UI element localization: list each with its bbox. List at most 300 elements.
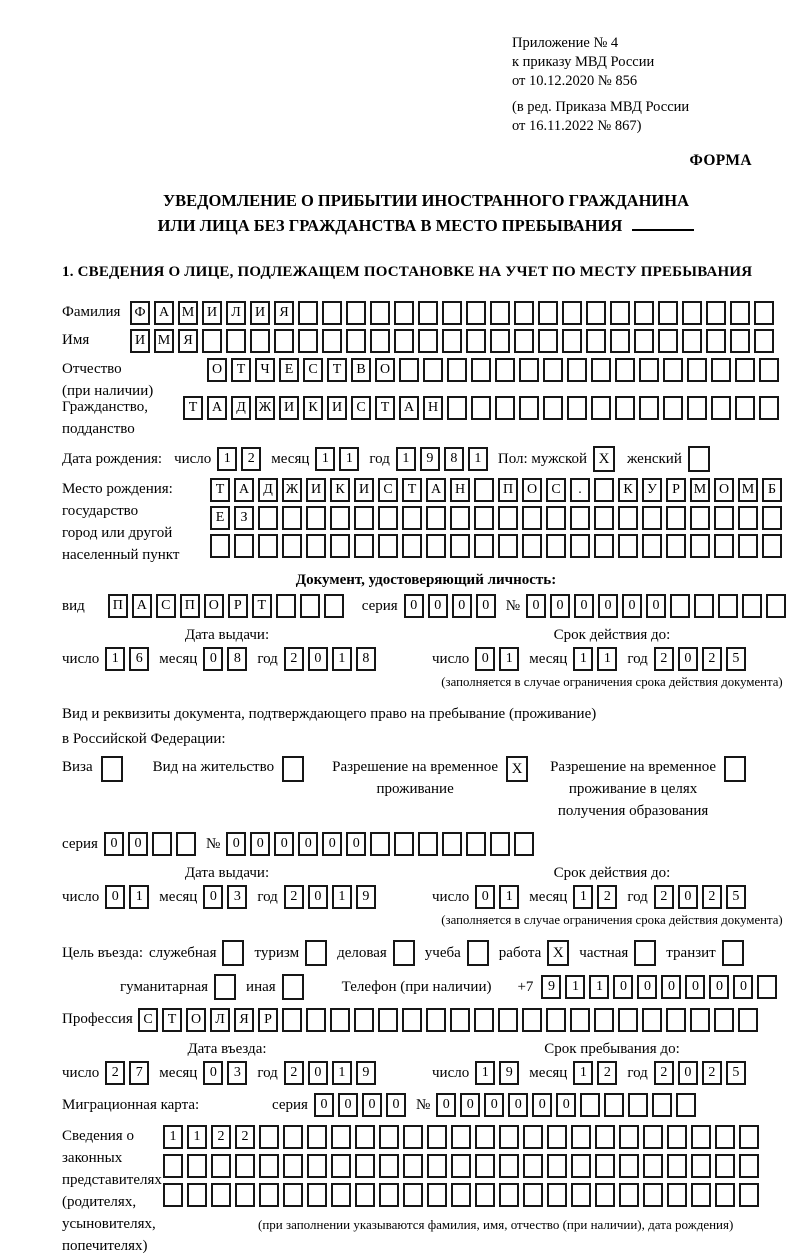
char-cell[interactable]: С: [303, 358, 323, 382]
char-cell[interactable]: [450, 534, 470, 558]
char-cell[interactable]: [670, 594, 690, 618]
sex-female-checkbox[interactable]: [688, 446, 710, 472]
char-cell[interactable]: [307, 1154, 327, 1178]
char-cell[interactable]: [690, 1008, 710, 1032]
char-cell[interactable]: [762, 506, 782, 530]
expiry-day-cells[interactable]: [475, 647, 523, 671]
char-cell[interactable]: [682, 301, 702, 325]
char-cell[interactable]: [402, 534, 422, 558]
char-cell[interactable]: 0: [622, 594, 642, 618]
char-cell[interactable]: Ч: [255, 358, 275, 382]
issue-month-cells[interactable]: [203, 647, 251, 671]
char-cell[interactable]: [642, 506, 662, 530]
char-cell[interactable]: 0: [308, 885, 328, 909]
char-cell[interactable]: [570, 1008, 590, 1032]
char-cell[interactable]: [690, 506, 710, 530]
char-cell[interactable]: [474, 506, 494, 530]
char-cell[interactable]: [499, 1183, 519, 1207]
char-cell[interactable]: [522, 506, 542, 530]
char-cell[interactable]: 1: [105, 647, 125, 671]
birth-place-row-2[interactable]: [210, 506, 786, 530]
char-cell[interactable]: [687, 358, 707, 382]
birth-place-row-1[interactable]: [210, 478, 786, 502]
char-cell[interactable]: [447, 396, 467, 420]
char-cell[interactable]: 1: [339, 447, 359, 471]
char-cell[interactable]: 5: [726, 647, 746, 671]
patronymic-cells[interactable]: [207, 358, 783, 382]
char-cell[interactable]: [759, 396, 779, 420]
char-cell[interactable]: 1: [589, 975, 609, 999]
char-cell[interactable]: [594, 534, 614, 558]
char-cell[interactable]: [610, 301, 630, 325]
char-cell[interactable]: [399, 358, 419, 382]
char-cell[interactable]: [546, 506, 566, 530]
char-cell[interactable]: [322, 329, 342, 353]
migration-number-cells[interactable]: [436, 1093, 700, 1117]
char-cell[interactable]: С: [546, 478, 566, 502]
char-cell[interactable]: 0: [322, 832, 342, 856]
char-cell[interactable]: [547, 1154, 567, 1178]
char-cell[interactable]: 0: [105, 885, 125, 909]
char-cell[interactable]: 0: [508, 1093, 528, 1117]
char-cell[interactable]: [426, 506, 446, 530]
char-cell[interactable]: 0: [685, 975, 705, 999]
char-cell[interactable]: 0: [298, 832, 318, 856]
char-cell[interactable]: [163, 1183, 183, 1207]
char-cell[interactable]: [642, 1008, 662, 1032]
char-cell[interactable]: [742, 594, 762, 618]
char-cell[interactable]: [538, 329, 558, 353]
char-cell[interactable]: [523, 1183, 543, 1207]
char-cell[interactable]: О: [522, 478, 542, 502]
char-cell[interactable]: [762, 534, 782, 558]
char-cell[interactable]: 1: [129, 885, 149, 909]
char-cell[interactable]: 0: [526, 594, 546, 618]
doc-series-cells[interactable]: [404, 594, 500, 618]
char-cell[interactable]: 0: [613, 975, 633, 999]
char-cell[interactable]: [187, 1154, 207, 1178]
char-cell[interactable]: [522, 534, 542, 558]
char-cell[interactable]: [735, 358, 755, 382]
char-cell[interactable]: [306, 506, 326, 530]
purpose-study-checkbox[interactable]: [467, 940, 489, 966]
char-cell[interactable]: [595, 1154, 615, 1178]
char-cell[interactable]: [628, 1093, 648, 1117]
char-cell[interactable]: [498, 506, 518, 530]
char-cell[interactable]: [687, 396, 707, 420]
char-cell[interactable]: 0: [308, 1061, 328, 1085]
char-cell[interactable]: [475, 1125, 495, 1149]
char-cell[interactable]: Т: [375, 396, 395, 420]
char-cell[interactable]: Т: [231, 358, 251, 382]
char-cell[interactable]: А: [399, 396, 419, 420]
purpose-private-checkbox[interactable]: [634, 940, 656, 966]
stay-day-cells[interactable]: [475, 1061, 523, 1085]
char-cell[interactable]: А: [132, 594, 152, 618]
char-cell[interactable]: [447, 358, 467, 382]
char-cell[interactable]: О: [204, 594, 224, 618]
char-cell[interactable]: [667, 1125, 687, 1149]
char-cell[interactable]: [234, 534, 254, 558]
char-cell[interactable]: 1: [163, 1125, 183, 1149]
char-cell[interactable]: [282, 1008, 302, 1032]
char-cell[interactable]: Ж: [255, 396, 275, 420]
char-cell[interactable]: [355, 1154, 375, 1178]
char-cell[interactable]: Т: [402, 478, 422, 502]
char-cell[interactable]: М: [738, 478, 758, 502]
char-cell[interactable]: Я: [274, 301, 294, 325]
char-cell[interactable]: [466, 832, 486, 856]
char-cell[interactable]: С: [378, 478, 398, 502]
char-cell[interactable]: Т: [252, 594, 272, 618]
char-cell[interactable]: [715, 1154, 735, 1178]
phone-cells[interactable]: [541, 975, 781, 999]
char-cell[interactable]: [331, 1125, 351, 1149]
char-cell[interactable]: 2: [702, 885, 722, 909]
char-cell[interactable]: 0: [386, 1093, 406, 1117]
char-cell[interactable]: [306, 1008, 326, 1032]
char-cell[interactable]: [354, 534, 374, 558]
char-cell[interactable]: О: [207, 358, 227, 382]
char-cell[interactable]: 0: [226, 832, 246, 856]
char-cell[interactable]: [394, 329, 414, 353]
char-cell[interactable]: К: [618, 478, 638, 502]
char-cell[interactable]: [259, 1154, 279, 1178]
char-cell[interactable]: [355, 1183, 375, 1207]
char-cell[interactable]: 2: [211, 1125, 231, 1149]
representatives-row-3[interactable]: [163, 1183, 763, 1207]
char-cell[interactable]: Ж: [282, 478, 302, 502]
char-cell[interactable]: 1: [315, 447, 335, 471]
res-issue-year-cells[interactable]: [284, 885, 380, 909]
char-cell[interactable]: [466, 329, 486, 353]
expiry-month-cells[interactable]: [573, 647, 621, 671]
char-cell[interactable]: [658, 301, 678, 325]
char-cell[interactable]: [490, 301, 510, 325]
doc-kind-cells[interactable]: [108, 594, 348, 618]
char-cell[interactable]: 0: [362, 1093, 382, 1117]
char-cell[interactable]: У: [642, 478, 662, 502]
char-cell[interactable]: [450, 1008, 470, 1032]
char-cell[interactable]: С: [351, 396, 371, 420]
char-cell[interactable]: [418, 832, 438, 856]
issue-year-cells[interactable]: [284, 647, 380, 671]
char-cell[interactable]: Р: [228, 594, 248, 618]
char-cell[interactable]: 0: [678, 1061, 698, 1085]
char-cell[interactable]: [402, 506, 422, 530]
char-cell[interactable]: [322, 301, 342, 325]
res-expiry-year-cells[interactable]: [654, 885, 750, 909]
char-cell[interactable]: [766, 594, 786, 618]
char-cell[interactable]: [615, 358, 635, 382]
char-cell[interactable]: 2: [702, 647, 722, 671]
char-cell[interactable]: [474, 1008, 494, 1032]
char-cell[interactable]: [307, 1183, 327, 1207]
char-cell[interactable]: [307, 1125, 327, 1149]
char-cell[interactable]: 9: [356, 885, 376, 909]
char-cell[interactable]: [663, 396, 683, 420]
char-cell[interactable]: [427, 1183, 447, 1207]
char-cell[interactable]: [667, 1154, 687, 1178]
char-cell[interactable]: [514, 329, 534, 353]
char-cell[interactable]: П: [180, 594, 200, 618]
char-cell[interactable]: [202, 329, 222, 353]
char-cell[interactable]: 3: [227, 885, 247, 909]
char-cell[interactable]: 2: [654, 885, 674, 909]
citizenship-cells[interactable]: [183, 396, 783, 420]
temp-residence-education-checkbox[interactable]: [724, 756, 746, 782]
char-cell[interactable]: [451, 1183, 471, 1207]
visa-checkbox[interactable]: [101, 756, 123, 782]
char-cell[interactable]: Р: [666, 478, 686, 502]
residence-permit-checkbox[interactable]: [282, 756, 304, 782]
char-cell[interactable]: [451, 1125, 471, 1149]
char-cell[interactable]: [738, 506, 758, 530]
char-cell[interactable]: И: [250, 301, 270, 325]
char-cell[interactable]: [495, 358, 515, 382]
char-cell[interactable]: 0: [550, 594, 570, 618]
char-cell[interactable]: [378, 506, 398, 530]
char-cell[interactable]: [499, 1125, 519, 1149]
purpose-tourism-checkbox[interactable]: [305, 940, 327, 966]
representatives-row-1[interactable]: [163, 1125, 763, 1149]
char-cell[interactable]: [514, 301, 534, 325]
char-cell[interactable]: 0: [203, 885, 223, 909]
char-cell[interactable]: [682, 329, 702, 353]
char-cell[interactable]: 0: [308, 647, 328, 671]
char-cell[interactable]: 0: [104, 832, 124, 856]
char-cell[interactable]: [615, 396, 635, 420]
char-cell[interactable]: 0: [476, 594, 496, 618]
char-cell[interactable]: [354, 506, 374, 530]
char-cell[interactable]: 0: [574, 594, 594, 618]
char-cell[interactable]: [735, 396, 755, 420]
surname-cells[interactable]: [130, 301, 778, 325]
char-cell[interactable]: 0: [346, 832, 366, 856]
char-cell[interactable]: [298, 301, 318, 325]
char-cell[interactable]: Н: [423, 396, 443, 420]
char-cell[interactable]: Я: [178, 329, 198, 353]
char-cell[interactable]: [706, 329, 726, 353]
char-cell[interactable]: [570, 506, 590, 530]
char-cell[interactable]: 0: [338, 1093, 358, 1117]
char-cell[interactable]: [394, 301, 414, 325]
char-cell[interactable]: [418, 301, 438, 325]
char-cell[interactable]: О: [375, 358, 395, 382]
char-cell[interactable]: [235, 1154, 255, 1178]
char-cell[interactable]: 2: [241, 447, 261, 471]
char-cell[interactable]: [754, 329, 774, 353]
char-cell[interactable]: Б: [762, 478, 782, 502]
char-cell[interactable]: К: [303, 396, 323, 420]
char-cell[interactable]: [594, 506, 614, 530]
char-cell[interactable]: [259, 1125, 279, 1149]
char-cell[interactable]: 9: [541, 975, 561, 999]
char-cell[interactable]: 0: [598, 594, 618, 618]
char-cell[interactable]: 2: [284, 885, 304, 909]
char-cell[interactable]: Д: [258, 478, 278, 502]
char-cell[interactable]: 2: [702, 1061, 722, 1085]
char-cell[interactable]: И: [202, 301, 222, 325]
char-cell[interactable]: 8: [227, 647, 247, 671]
char-cell[interactable]: П: [498, 478, 518, 502]
char-cell[interactable]: 1: [468, 447, 488, 471]
char-cell[interactable]: [423, 358, 443, 382]
char-cell[interactable]: И: [279, 396, 299, 420]
char-cell[interactable]: 1: [573, 885, 593, 909]
char-cell[interactable]: [547, 1183, 567, 1207]
char-cell[interactable]: Т: [327, 358, 347, 382]
char-cell[interactable]: [235, 1183, 255, 1207]
char-cell[interactable]: 1: [332, 647, 352, 671]
char-cell[interactable]: [676, 1093, 696, 1117]
char-cell[interactable]: 0: [646, 594, 666, 618]
char-cell[interactable]: [330, 506, 350, 530]
char-cell[interactable]: 0: [452, 594, 472, 618]
char-cell[interactable]: 0: [475, 647, 495, 671]
purpose-official-checkbox[interactable]: [222, 940, 244, 966]
char-cell[interactable]: [330, 1008, 350, 1032]
char-cell[interactable]: [442, 329, 462, 353]
char-cell[interactable]: .: [570, 478, 590, 502]
char-cell[interactable]: 0: [250, 832, 270, 856]
char-cell[interactable]: [594, 478, 614, 502]
char-cell[interactable]: 5: [726, 1061, 746, 1085]
char-cell[interactable]: [642, 534, 662, 558]
char-cell[interactable]: [282, 534, 302, 558]
char-cell[interactable]: [562, 301, 582, 325]
char-cell[interactable]: [378, 534, 398, 558]
birth-day-cells[interactable]: [217, 447, 265, 471]
char-cell[interactable]: О: [714, 478, 734, 502]
char-cell[interactable]: 1: [573, 1061, 593, 1085]
char-cell[interactable]: В: [351, 358, 371, 382]
char-cell[interactable]: [346, 329, 366, 353]
char-cell[interactable]: З: [234, 506, 254, 530]
char-cell[interactable]: [163, 1154, 183, 1178]
char-cell[interactable]: М: [154, 329, 174, 353]
char-cell[interactable]: [370, 301, 390, 325]
res-expiry-day-cells[interactable]: [475, 885, 523, 909]
sex-male-checkbox[interactable]: X: [593, 446, 615, 472]
char-cell[interactable]: [490, 832, 510, 856]
char-cell[interactable]: 1: [332, 1061, 352, 1085]
char-cell[interactable]: [754, 301, 774, 325]
char-cell[interactable]: [474, 478, 494, 502]
char-cell[interactable]: Р: [258, 1008, 278, 1032]
char-cell[interactable]: [618, 1008, 638, 1032]
char-cell[interactable]: [586, 301, 606, 325]
char-cell[interactable]: [495, 396, 515, 420]
char-cell[interactable]: [403, 1154, 423, 1178]
char-cell[interactable]: Л: [226, 301, 246, 325]
char-cell[interactable]: 1: [499, 647, 519, 671]
char-cell[interactable]: А: [234, 478, 254, 502]
char-cell[interactable]: 1: [217, 447, 237, 471]
char-cell[interactable]: [571, 1125, 591, 1149]
char-cell[interactable]: 1: [396, 447, 416, 471]
char-cell[interactable]: М: [690, 478, 710, 502]
char-cell[interactable]: [187, 1183, 207, 1207]
char-cell[interactable]: [324, 594, 344, 618]
char-cell[interactable]: 7: [129, 1061, 149, 1085]
char-cell[interactable]: 1: [332, 885, 352, 909]
char-cell[interactable]: [591, 358, 611, 382]
char-cell[interactable]: [259, 1183, 279, 1207]
char-cell[interactable]: [739, 1183, 759, 1207]
char-cell[interactable]: И: [354, 478, 374, 502]
birth-month-cells[interactable]: [315, 447, 363, 471]
char-cell[interactable]: [355, 1125, 375, 1149]
char-cell[interactable]: [570, 534, 590, 558]
migration-series-cells[interactable]: [314, 1093, 410, 1117]
entry-month-cells[interactable]: [203, 1061, 251, 1085]
char-cell[interactable]: Я: [234, 1008, 254, 1032]
char-cell[interactable]: [738, 1008, 758, 1032]
char-cell[interactable]: [580, 1093, 600, 1117]
char-cell[interactable]: [711, 358, 731, 382]
char-cell[interactable]: [619, 1154, 639, 1178]
char-cell[interactable]: [594, 1008, 614, 1032]
char-cell[interactable]: [546, 1008, 566, 1032]
char-cell[interactable]: 0: [637, 975, 657, 999]
char-cell[interactable]: [643, 1154, 663, 1178]
representatives-row-2[interactable]: [163, 1154, 763, 1178]
purpose-work-checkbox[interactable]: X: [547, 940, 569, 966]
char-cell[interactable]: [403, 1125, 423, 1149]
char-cell[interactable]: [711, 396, 731, 420]
char-cell[interactable]: И: [130, 329, 150, 353]
char-cell[interactable]: [427, 1125, 447, 1149]
char-cell[interactable]: [211, 1183, 231, 1207]
char-cell[interactable]: [523, 1125, 543, 1149]
char-cell[interactable]: [499, 1154, 519, 1178]
purpose-business-checkbox[interactable]: [393, 940, 415, 966]
char-cell[interactable]: 6: [129, 647, 149, 671]
char-cell[interactable]: [466, 301, 486, 325]
char-cell[interactable]: 0: [475, 885, 495, 909]
char-cell[interactable]: А: [207, 396, 227, 420]
doc-number-cells[interactable]: [526, 594, 790, 618]
char-cell[interactable]: [474, 534, 494, 558]
char-cell[interactable]: [652, 1093, 672, 1117]
char-cell[interactable]: [402, 1008, 422, 1032]
purpose-transit-checkbox[interactable]: [722, 940, 744, 966]
char-cell[interactable]: 5: [726, 885, 746, 909]
char-cell[interactable]: [610, 329, 630, 353]
char-cell[interactable]: 2: [597, 1061, 617, 1085]
char-cell[interactable]: 2: [654, 1061, 674, 1085]
char-cell[interactable]: [331, 1183, 351, 1207]
char-cell[interactable]: [730, 301, 750, 325]
char-cell[interactable]: 1: [187, 1125, 207, 1149]
char-cell[interactable]: [426, 534, 446, 558]
char-cell[interactable]: [547, 1125, 567, 1149]
res-issue-month-cells[interactable]: [203, 885, 251, 909]
char-cell[interactable]: [250, 329, 270, 353]
char-cell[interactable]: [211, 1154, 231, 1178]
char-cell[interactable]: [274, 329, 294, 353]
char-cell[interactable]: [370, 832, 390, 856]
char-cell[interactable]: [306, 534, 326, 558]
residence-number-cells[interactable]: [226, 832, 538, 856]
char-cell[interactable]: 0: [203, 1061, 223, 1085]
char-cell[interactable]: 1: [573, 647, 593, 671]
char-cell[interactable]: И: [327, 396, 347, 420]
char-cell[interactable]: [586, 329, 606, 353]
char-cell[interactable]: [451, 1154, 471, 1178]
char-cell[interactable]: Д: [231, 396, 251, 420]
